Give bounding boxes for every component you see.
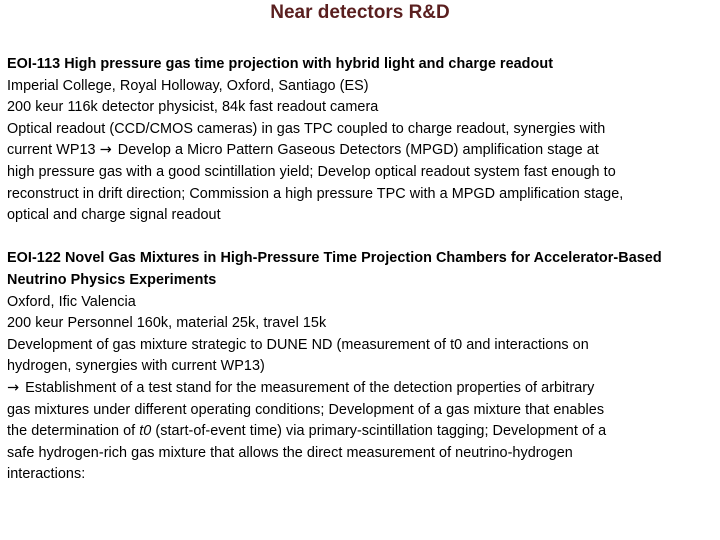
eoi122-desc-line7: interactions: bbox=[7, 466, 86, 483]
eoi113-desc-line5: optical and charge signal readout bbox=[7, 207, 221, 224]
eoi122-heading-line1: EOI-122 Novel Gas Mixtures in High-Pressure Time Projection Chambers for Accelerator-Based bbox=[7, 250, 662, 267]
eoi122-desc-line3 bbox=[7, 378, 715, 400]
section-spacer bbox=[7, 227, 715, 249]
eoi113-desc-line4: reconstruct in drift direction; Commission a high pressure TPC with a MPGD amplification stage, bbox=[7, 185, 624, 202]
slide-body bbox=[7, 54, 715, 486]
slide-title: Near detectors R&D bbox=[270, 2, 450, 23]
eoi122-heading-line2: Neutrino Physics Experiments bbox=[7, 271, 217, 288]
eoi122-desc-line5-italic: t0 bbox=[139, 423, 152, 440]
eoi113-desc-line1: Optical readout (CCD/CMOS cameras) in gas TPC coupled to charge readout, synergies with bbox=[7, 120, 606, 137]
eoi122-desc-line5-post: (start-of-event time) via primary-scintillation tagging; Development of a bbox=[151, 423, 607, 440]
eoi113-desc-line3: high pressure gas with a good scintillation yield; Develop optical readout system fast enough to bbox=[7, 163, 616, 180]
arrow-right-icon: → bbox=[99, 142, 112, 159]
eoi122-institutions: Oxford, Ific Valencia bbox=[7, 293, 136, 310]
eoi113-budget: 200 keur 116k detector physicist, 84k fast readout camera bbox=[7, 99, 379, 116]
arrow-right-icon: → bbox=[7, 379, 20, 396]
eoi113-institutions: Imperial College, Royal Holloway, Oxford, Santiago (ES) bbox=[7, 77, 369, 94]
eoi113-desc-line2-post: Develop a Micro Pattern Gaseous Detectors (MPGD) amplification stage at bbox=[113, 142, 599, 159]
eoi122-desc-line5-pre: the determination of bbox=[7, 423, 140, 440]
eoi122-desc-line3-text: Establishment of a test stand for the measurement of the detection properties of arbitrary bbox=[21, 379, 595, 396]
eoi122-desc-line2: hydrogen, synergies with current WP13) bbox=[7, 358, 265, 375]
eoi113-desc-line2 bbox=[7, 140, 715, 162]
eoi122-desc-line1: Development of gas mixture strategic to DUNE ND (measurement of t0 and interactions on bbox=[7, 336, 589, 353]
eoi113-desc-line2-pre: current WP13 bbox=[7, 142, 100, 159]
eoi122-desc-line6: safe hydrogen-rich gas mixture that allows the direct measurement of neutrino-hydrogen bbox=[7, 444, 573, 461]
eoi122-budget: 200 keur Personnel 160k, material 25k, travel 15k bbox=[7, 315, 327, 332]
eoi113-heading: EOI-113 High pressure gas time projection with hybrid light and charge readout bbox=[7, 56, 554, 72]
eoi122-desc-line4: gas mixtures under different operating conditions; Development of a gas mixture that enables bbox=[7, 401, 605, 418]
eoi122-desc-line5 bbox=[7, 421, 715, 443]
